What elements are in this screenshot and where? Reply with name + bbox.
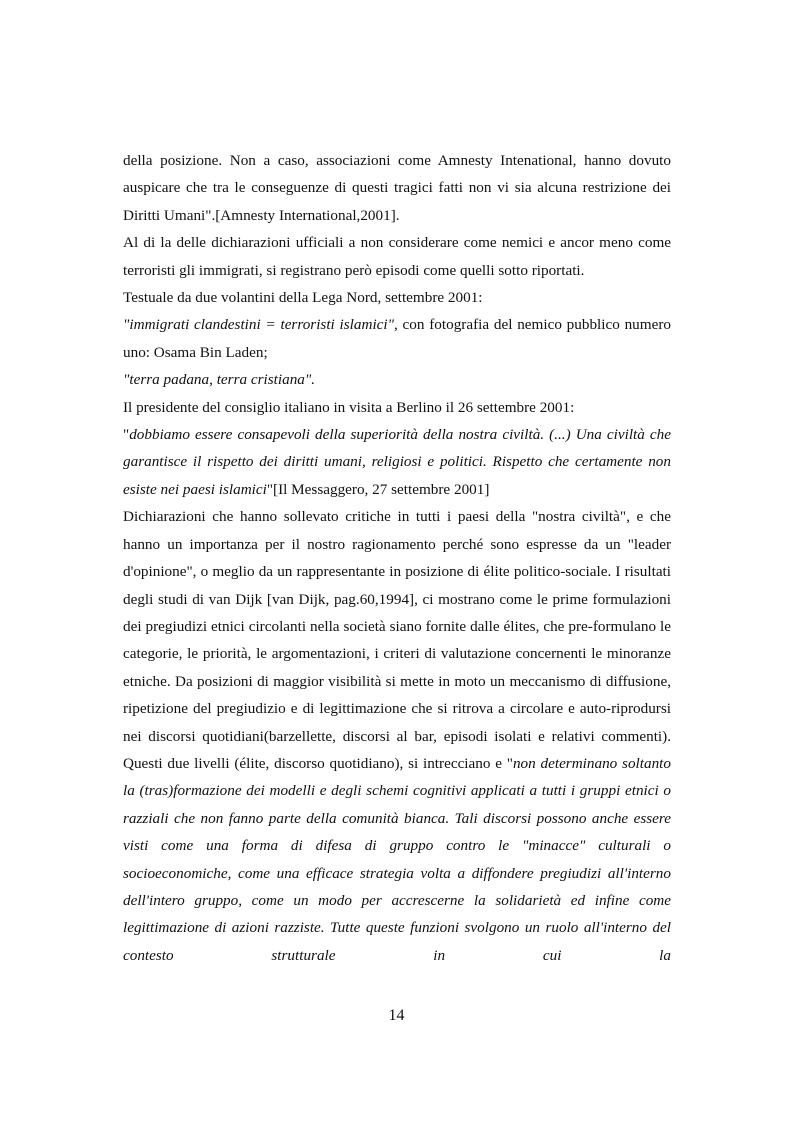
paragraph-amnesty-text: della posizione. Non a caso, associazioni come Amnesty Intenational, hanno dovuto auspicare che tra le conseguenze di questi tragici fatti non vi sia alcuna restrizione dei Diritti Umani".[Amnesty International,2001]. — [123, 152, 671, 224]
president-quote-open-mark: " — [123, 426, 130, 444]
flyer-2-quote: "terra padana, terra cristiana". — [123, 371, 316, 389]
paragraph-president-intro — [123, 394, 671, 421]
president-quote-citation: "[Il Messaggero, 27 settembre 2001] — [266, 480, 490, 498]
president-intro-text: Il presidente del consiglio italiano in visita a Berlino il 26 settembre 2001: — [123, 398, 575, 416]
body-text — [123, 147, 671, 969]
paragraph-amnesty — [123, 147, 671, 229]
paragraph-president-quote — [123, 421, 671, 503]
van-dijk-text: Dichiarazioni che hanno sollevato critiche in tutti i paesi della "nostra civiltà", e che hanno un importanza per il nostro ragionamento perché sono espresse da un "leader d'opinione", o meglio da un rappresentante in posizione di élite politico-sociale. I risultati degli studi di van Dijk [van Dijk, pag.60,1994], ci mostrano come le prime formulazioni dei pregiudizi etnici circolanti nella società siano fornite dalle élites, che pre-formulano le categorie, le priorità, le argomentazioni, i criteri di valutazione concernenti le minoranze etniche. Da posizioni di maggior visibilità si mette in moto un meccanismo di diffusione, ripetizione del pregiudizio e di legittimazione che si ritrova a circolare e auto-riprodursi nei discorsi quotidiani(barzellette, discorsi al bar, episodi isolati e relativi commenti). Questi due livelli (élite, discorso quotidiano), si intrecciano e " — [123, 508, 671, 772]
flyer-1-quote: "immigrati clandestini = terroristi islamici" — [123, 316, 394, 334]
paragraph-flyer-2 — [123, 366, 671, 393]
paragraph-lega-nord-intro-text: Testuale da due volantini della Lega Nord, settembre 2001: — [123, 289, 483, 307]
paragraph-declarations-text: Al di la delle dichiarazioni ufficiali a non considerare come nemici e ancor meno come terroristi gli immigrati, si registrano però episodi come quelli sotto riportati. — [123, 234, 671, 279]
paragraph-declarations — [123, 229, 671, 284]
flyer-1-description: , con fotografia del nemico pubblico numero uno: Osama Bin Laden; — [123, 316, 671, 361]
president-quote: dobbiamo essere consapevoli della superiorità della nostra civiltà. (...) Una civiltà che garantisce il rispetto dei diritti umani, religiosi e politici. Rispetto che certamente non esiste nei paesi islamici — [123, 426, 671, 498]
page-number: 14 — [388, 1007, 405, 1024]
van-dijk-quote: non determinano soltanto la (tras)formazione dei modelli e degli schemi cognitivi applicati a tutti i gruppi etnici o razziali che non fanno parte della comunità bianca. Tali discorsi possono anche essere visti come una forma di difesa di gruppo contro le "minacce" culturali o socioeconomiche, come una efficace strategia volta a diffondere pregiudizi all'interno dell'intero gruppo, come un modo per accrescerne la solidarietà ed infine come legittimazione di azioni razziste. Tutte queste funzioni svolgono un ruolo all'interno del contesto strutturale in cui la — [123, 754, 671, 964]
paragraph-lega-nord-intro — [123, 284, 671, 311]
paragraph-van-dijk — [123, 503, 671, 969]
paragraph-flyer-1 — [123, 311, 671, 366]
